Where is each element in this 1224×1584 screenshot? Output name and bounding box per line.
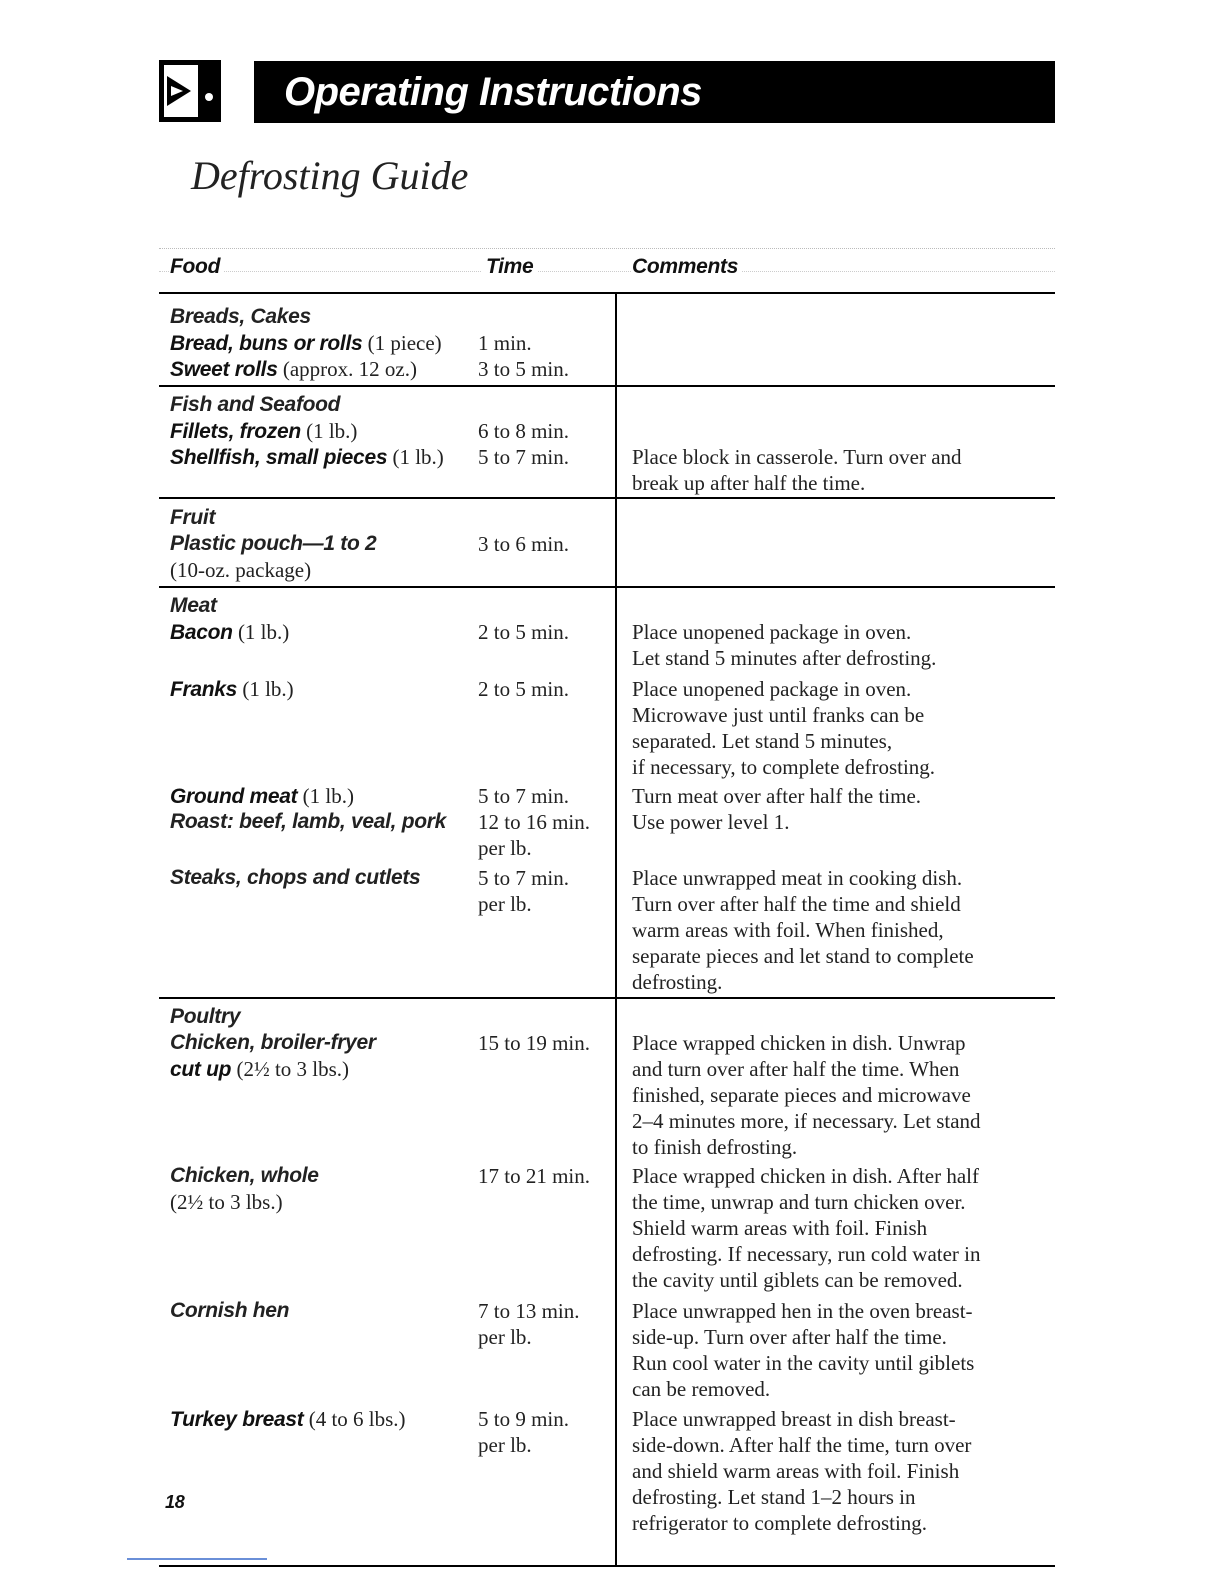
comment-text: and shield warm areas with foil. Finish [632, 1459, 960, 1483]
food-item: Bacon (1 lb.) [170, 620, 290, 644]
comment-text: separate pieces and let stand to complete [632, 944, 974, 968]
time-value: per lb. [478, 1433, 532, 1457]
food-item: Franks (1 lb.) [170, 677, 294, 701]
category-fish: Fish and Seafood [170, 393, 341, 416]
comment-text: Place unwrapped meat in cooking dish. [632, 866, 963, 890]
microwave-logo-icon [159, 60, 221, 122]
time-value: 15 to 19 min. [478, 1031, 591, 1055]
category-breads: Breads, Cakes [170, 305, 311, 328]
comment-text: Place unopened package in oven. [632, 677, 912, 701]
comment-text: Place unwrapped breast in dish breast- [632, 1407, 956, 1431]
comment-text: Place unwrapped hen in the oven breast- [632, 1299, 973, 1323]
comment-text: Use power level 1. [632, 810, 790, 834]
category-poultry: Poultry [170, 1005, 241, 1028]
comment-text: can be removed. [632, 1377, 771, 1401]
food-item: Chicken, broiler-fryer [170, 1031, 376, 1054]
time-value: 1 min. [478, 331, 532, 355]
row-rule [159, 497, 1055, 499]
row-rule [159, 997, 1055, 999]
column-header-comments: Comments [632, 252, 742, 282]
food-item: Bread, buns or rolls (1 piece) [170, 331, 442, 355]
comment-text: Shield warm areas with foil. Finish [632, 1216, 928, 1240]
bottom-link-underline[interactable] [127, 1558, 267, 1560]
time-value: per lb. [478, 1325, 532, 1349]
food-item: Chicken, whole [170, 1164, 319, 1187]
comment-text: Microwave just until franks can be [632, 703, 925, 727]
comment-text: finished, separate pieces and microwave [632, 1083, 971, 1107]
comment-text: defrosting. If necessary, run cold water in [632, 1242, 981, 1266]
comment-text: Turn meat over after half the time. [632, 784, 922, 808]
time-value: 6 to 8 min. [478, 419, 570, 443]
comment-text: Place wrapped chicken in dish. Unwrap [632, 1031, 966, 1055]
comment-text: side-down. After half the time, turn over [632, 1433, 972, 1457]
time-value: 5 to 9 min. [478, 1407, 570, 1431]
food-item: Steaks, chops and cutlets [170, 866, 421, 889]
time-value: 5 to 7 min. [478, 445, 570, 469]
comment-text: break up after half the time. [632, 471, 866, 495]
comment-text: Place unopened package in oven. [632, 620, 912, 644]
time-value: 7 to 13 min. [478, 1299, 580, 1323]
column-header-food: Food [170, 252, 224, 282]
food-item: Roast: beef, lamb, veal, pork [170, 810, 447, 833]
row-rule [159, 586, 1055, 588]
comment-text: Let stand 5 minutes after defrosting. [632, 646, 937, 670]
time-value: 2 to 5 min. [478, 677, 570, 701]
food-item: Fillets, frozen (1 lb.) [170, 419, 358, 443]
column-header-time: Time [482, 252, 537, 282]
comment-text: warm areas with foil. When finished, [632, 918, 944, 942]
header-rule [159, 292, 1055, 294]
comment-text: Place wrapped chicken in dish. After half [632, 1164, 979, 1188]
time-value: per lb. [478, 892, 532, 916]
comment-text: the cavity until giblets can be removed. [632, 1268, 963, 1292]
time-value: 5 to 7 min. [478, 866, 570, 890]
comment-text: side-up. Turn over after half the time. [632, 1325, 947, 1349]
time-value: per lb. [478, 836, 532, 860]
time-value: 2 to 5 min. [478, 620, 570, 644]
comment-text: defrosting. Let stand 1–2 hours in [632, 1485, 916, 1509]
category-fruit: Fruit [170, 506, 216, 529]
comment-text: to finish defrosting. [632, 1135, 798, 1159]
time-value: 17 to 21 min. [478, 1164, 591, 1188]
food-item: Shellfish, small pieces (1 lb.) [170, 445, 444, 469]
page-number: 18 [165, 1492, 185, 1512]
comment-text: Place block in casserole. Turn over and [632, 445, 962, 469]
header-dotted-leader [159, 248, 1055, 272]
time-value: 5 to 7 min. [478, 784, 570, 808]
column-divider [615, 294, 617, 1566]
comment-text: Run cool water in the cavity until giblets [632, 1351, 975, 1375]
time-value: 3 to 6 min. [478, 532, 570, 556]
comment-text: refrigerator to complete defrosting. [632, 1511, 928, 1535]
time-value: 12 to 16 min. [478, 810, 591, 834]
comment-text: if necessary, to complete defrosting. [632, 755, 936, 779]
food-item: Turkey breast (4 to 6 lbs.) [170, 1407, 406, 1431]
food-item: Sweet rolls (approx. 12 oz.) [170, 357, 417, 381]
page-title: Operating Instructions [254, 61, 1055, 123]
row-rule [159, 385, 1055, 387]
time-value: 3 to 5 min. [478, 357, 570, 381]
category-meat: Meat [170, 594, 217, 617]
food-item: cut up (2½ to 3 lbs.) [170, 1057, 350, 1081]
food-item: Ground meat (1 lb.) [170, 784, 354, 808]
row-rule [159, 1565, 1055, 1567]
section-title: Defrosting Guide [191, 153, 469, 198]
food-item-note: (2½ to 3 lbs.) [170, 1190, 283, 1214]
comment-text: 2–4 minutes more, if necessary. Let stand [632, 1109, 981, 1133]
food-item: Plastic pouch—1 to 2 [170, 532, 377, 555]
comment-text: defrosting. [632, 970, 723, 994]
comment-text: separated. Let stand 5 minutes, [632, 729, 893, 753]
comment-text: and turn over after half the time. When [632, 1057, 960, 1081]
comment-text: the time, unwrap and turn chicken over. [632, 1190, 966, 1214]
comment-text: Turn over after half the time and shield [632, 892, 961, 916]
food-item: Cornish hen [170, 1299, 290, 1322]
food-item-note: (10-oz. package) [170, 558, 312, 582]
